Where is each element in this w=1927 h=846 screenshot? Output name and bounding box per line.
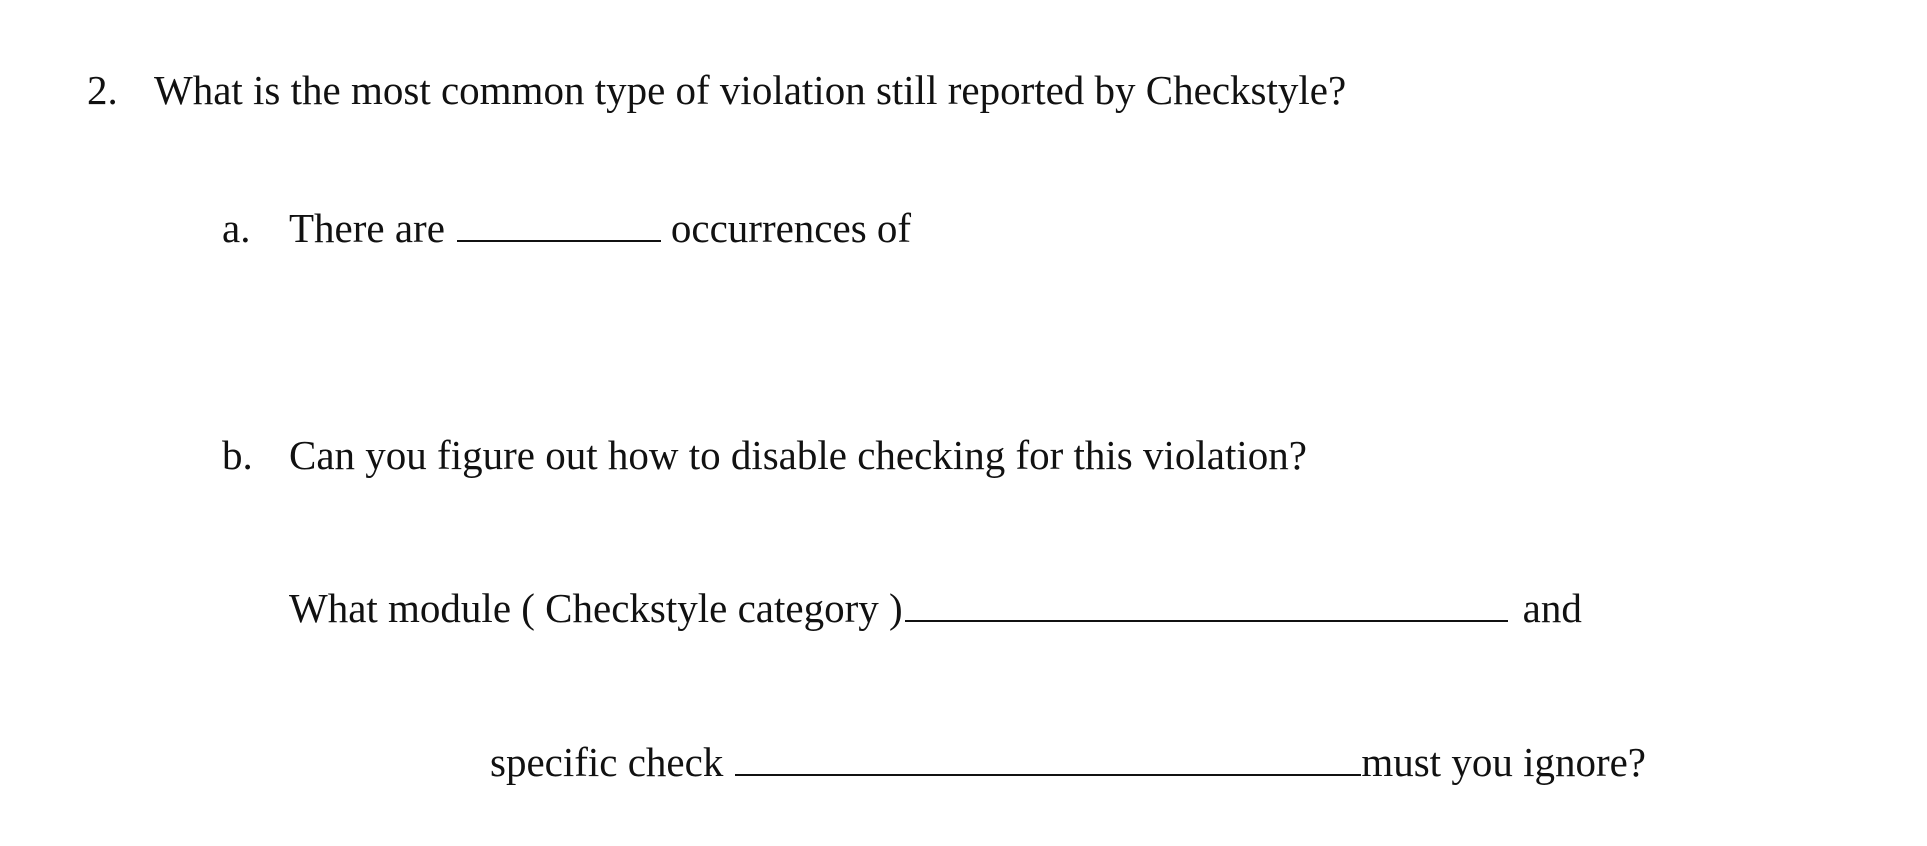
module-blank[interactable] bbox=[905, 618, 1508, 622]
part-a-letter: a. bbox=[222, 205, 251, 251]
part-b-text: Can you figure out how to disable checking for this violation? bbox=[289, 432, 1307, 478]
part-b-letter: b. bbox=[222, 432, 253, 478]
question-text: What is the most common type of violation still reported by Checkstyle? bbox=[154, 67, 1347, 113]
part-a-text-after: occurrences of bbox=[670, 205, 912, 251]
question-number: 2. bbox=[87, 67, 118, 113]
module-prompt: What module ( Checkstyle category ) bbox=[289, 585, 903, 631]
check-prompt: specific check bbox=[490, 739, 724, 785]
module-line bbox=[289, 585, 1582, 631]
check-after-text: must you ignore? bbox=[1361, 739, 1647, 785]
check-line bbox=[490, 739, 1647, 785]
question-2 bbox=[87, 67, 1347, 113]
part-a-text-before: There are bbox=[289, 205, 445, 251]
check-blank[interactable] bbox=[735, 772, 1361, 776]
occurrences-blank[interactable] bbox=[457, 238, 661, 242]
part-b bbox=[222, 432, 1307, 478]
module-after-text: and bbox=[1522, 585, 1582, 631]
part-a bbox=[222, 205, 912, 251]
